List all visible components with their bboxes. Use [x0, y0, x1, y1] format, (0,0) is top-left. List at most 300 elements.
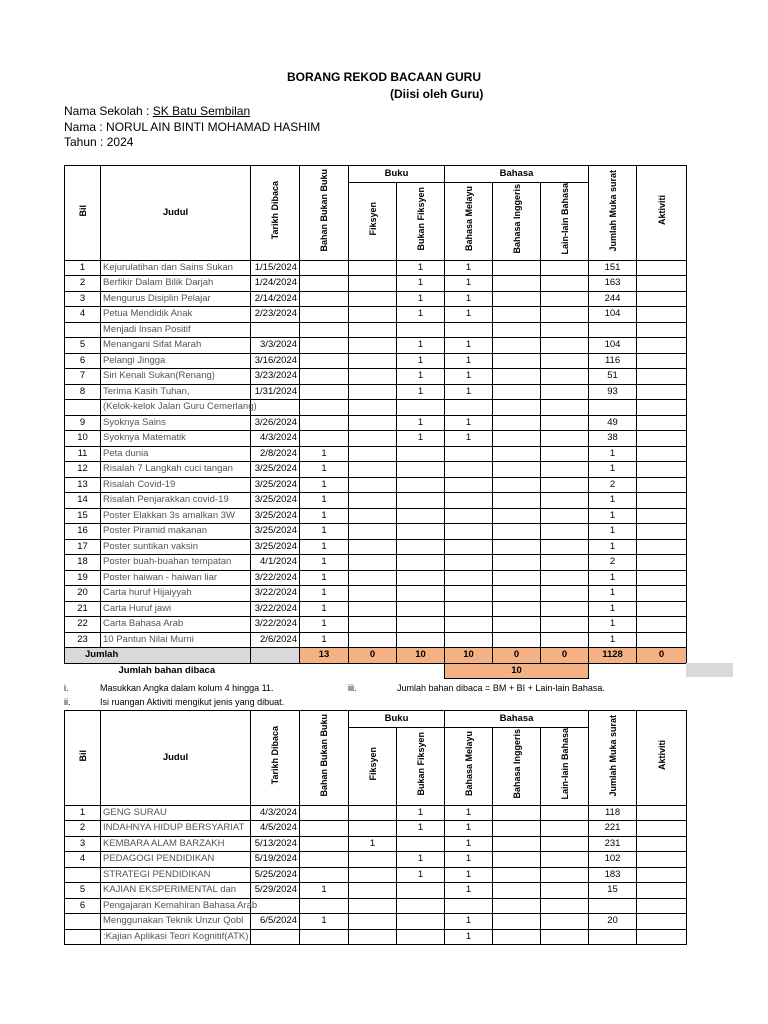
- col-bahasa-inggeris: Bahasa Inggeris: [493, 183, 541, 261]
- row-tarikh: 3/25/2024: [251, 539, 300, 555]
- jumlah-bahan-blank: [589, 663, 687, 679]
- row-judul: Carta Bahasa Arab: [101, 617, 251, 633]
- row-muka-surat: 1: [589, 446, 637, 462]
- row-bukan-fiksyen: [397, 617, 445, 633]
- row-bil: 4: [65, 852, 101, 868]
- row-bahasa-melayu: 1: [445, 260, 493, 276]
- row-bahasa-inggeris: [493, 322, 541, 338]
- row-bahan-bukan-buku: [300, 322, 349, 338]
- row-fiksyen: [349, 805, 397, 821]
- row-tarikh: 4/5/2024: [251, 821, 300, 837]
- row-aktiviti: [637, 431, 687, 447]
- row-fiksyen: [349, 508, 397, 524]
- row-bukan-fiksyen: 1: [397, 852, 445, 868]
- row-lain-bahasa: [541, 291, 589, 307]
- row-judul: STRATEGI PENDIDIKAN: [101, 867, 251, 883]
- row-bahasa-melayu: [445, 898, 493, 914]
- table-row: [65, 276, 687, 292]
- row-bil: 2: [65, 821, 101, 837]
- row-fiksyen: [349, 617, 397, 633]
- row-tarikh: 3/22/2024: [251, 617, 300, 633]
- row-tarikh: 3/25/2024: [251, 462, 300, 478]
- form-title: BORANG REKOD BACAAN GURU: [287, 70, 481, 84]
- row-bil: 14: [65, 493, 101, 509]
- row-fiksyen: [349, 570, 397, 586]
- row-muka-surat: 1: [589, 570, 637, 586]
- row-lain-bahasa: [541, 898, 589, 914]
- row-bahasa-inggeris: [493, 601, 541, 617]
- row-judul: Syoknya Sains: [101, 415, 251, 431]
- row-lain-bahasa: [541, 539, 589, 555]
- row-judul: 10 Pantun Nilai Murni: [101, 632, 251, 648]
- school-value: SK Batu Sembilan: [152, 104, 251, 118]
- row-bahasa-melayu: [445, 524, 493, 540]
- col-fiksyen: Fiksyen: [349, 183, 397, 261]
- col-muka-surat: Jumlah Muka surat: [589, 166, 637, 261]
- row-muka-surat: [589, 322, 637, 338]
- row-bahasa-inggeris: [493, 555, 541, 571]
- row-bahasa-inggeris: [493, 632, 541, 648]
- row-lain-bahasa: [541, 400, 589, 416]
- row-bahasa-melayu: 1: [445, 867, 493, 883]
- col-group-bahasa: Bahasa: [445, 166, 589, 183]
- row-bil: 19: [65, 570, 101, 586]
- row-bahan-bukan-buku: [300, 929, 349, 945]
- row-aktiviti: [637, 415, 687, 431]
- row-tarikh: 6/5/2024: [251, 914, 300, 930]
- row-fiksyen: [349, 462, 397, 478]
- row-lain-bahasa: [541, 852, 589, 868]
- row-tarikh: 5/29/2024: [251, 883, 300, 899]
- row-tarikh: 2/23/2024: [251, 307, 300, 323]
- row-fiksyen: [349, 291, 397, 307]
- row-fiksyen: [349, 353, 397, 369]
- row-bahan-bukan-buku: 1: [300, 883, 349, 899]
- row-aktiviti: [637, 586, 687, 602]
- row-aktiviti: [637, 508, 687, 524]
- row-bahasa-melayu: 1: [445, 852, 493, 868]
- row-bahasa-melayu: 1: [445, 883, 493, 899]
- row-bukan-fiksyen: 1: [397, 805, 445, 821]
- row-tarikh: [251, 400, 300, 416]
- total-bahasa-melayu: 10: [445, 648, 493, 664]
- year-label: Tahun :: [64, 135, 104, 149]
- row-bukan-fiksyen: [397, 446, 445, 462]
- col-tarikh: Tarikh Dibaca: [251, 166, 300, 261]
- row-lain-bahasa: [541, 821, 589, 837]
- row-fiksyen: 1: [349, 836, 397, 852]
- row-bahan-bukan-buku: [300, 805, 349, 821]
- total-bahan-bukan-buku: 13: [300, 648, 349, 664]
- row-tarikh: [251, 898, 300, 914]
- table-row: [65, 617, 687, 633]
- table-2-header: [65, 711, 687, 806]
- row-lain-bahasa: [541, 805, 589, 821]
- row-bahasa-inggeris: [493, 415, 541, 431]
- row-bahasa-inggeris: [493, 338, 541, 354]
- row-bukan-fiksyen: [397, 539, 445, 555]
- row-bukan-fiksyen: 1: [397, 369, 445, 385]
- row-bahan-bukan-buku: 1: [300, 477, 349, 493]
- row-bil: [65, 400, 101, 416]
- row-judul: KAJIAN EKSPERIMENTAL dan: [101, 883, 251, 899]
- table-row: [65, 400, 687, 416]
- row-bahan-bukan-buku: 1: [300, 601, 349, 617]
- note-i-num: i.: [64, 683, 69, 693]
- col-lain-bahasa: Lain-lain Bahasa: [541, 728, 589, 806]
- col-judul: Judul: [101, 711, 251, 806]
- row-bukan-fiksyen: [397, 477, 445, 493]
- table-row: [65, 898, 687, 914]
- row-muka-surat: 102: [589, 852, 637, 868]
- row-bil: 16: [65, 524, 101, 540]
- row-aktiviti: [637, 400, 687, 416]
- total-tarikh-blank: [251, 648, 300, 664]
- row-bahan-bukan-buku: 1: [300, 555, 349, 571]
- row-judul: Poster Piramid makanan: [101, 524, 251, 540]
- row-tarikh: 3/22/2024: [251, 586, 300, 602]
- row-bahan-bukan-buku: [300, 369, 349, 385]
- table-row: [65, 539, 687, 555]
- row-lain-bahasa: [541, 338, 589, 354]
- row-bahasa-melayu: [445, 462, 493, 478]
- row-tarikh: 4/3/2024: [251, 805, 300, 821]
- row-bukan-fiksyen: [397, 929, 445, 945]
- row-bahasa-inggeris: [493, 369, 541, 385]
- row-muka-surat: 15: [589, 883, 637, 899]
- row-bahan-bukan-buku: 1: [300, 570, 349, 586]
- row-tarikh: 5/25/2024: [251, 867, 300, 883]
- total-bahasa-inggeris: 0: [493, 648, 541, 664]
- row-bahasa-inggeris: [493, 353, 541, 369]
- table-row: [65, 322, 687, 338]
- row-bahasa-inggeris: [493, 539, 541, 555]
- row-muka-surat: 231: [589, 836, 637, 852]
- col-bahasa-melayu: Bahasa Melayu: [445, 728, 493, 806]
- col-tarikh: Tarikh Dibaca: [251, 711, 300, 806]
- row-muka-surat: 104: [589, 307, 637, 323]
- name-value: NORUL AIN BINTI MOHAMAD HASHIM: [106, 120, 321, 134]
- row-judul: KEMBARA ALAM BARZAKH: [101, 836, 251, 852]
- row-bukan-fiksyen: [397, 898, 445, 914]
- total-row: [65, 648, 687, 664]
- row-bahasa-inggeris: [493, 508, 541, 524]
- row-fiksyen: [349, 446, 397, 462]
- row-bahasa-melayu: 1: [445, 821, 493, 837]
- row-bahasa-melayu: 1: [445, 338, 493, 354]
- row-fiksyen: [349, 867, 397, 883]
- row-bahasa-inggeris: [493, 400, 541, 416]
- table-row: [65, 415, 687, 431]
- row-tarikh: 1/24/2024: [251, 276, 300, 292]
- row-bukan-fiksyen: [397, 570, 445, 586]
- row-lain-bahasa: [541, 929, 589, 945]
- row-bil: 5: [65, 883, 101, 899]
- row-bahan-bukan-buku: 1: [300, 914, 349, 930]
- row-fiksyen: [349, 322, 397, 338]
- row-bukan-fiksyen: [397, 836, 445, 852]
- row-bahasa-melayu: [445, 508, 493, 524]
- row-bahasa-inggeris: [493, 493, 541, 509]
- row-bahan-bukan-buku: 1: [300, 446, 349, 462]
- table-row: [65, 586, 687, 602]
- row-bil: 22: [65, 617, 101, 633]
- col-muka-surat: Jumlah Muka surat: [589, 711, 637, 806]
- row-bahasa-melayu: [445, 493, 493, 509]
- row-bahasa-melayu: 1: [445, 291, 493, 307]
- row-fiksyen: [349, 384, 397, 400]
- row-bil: 6: [65, 898, 101, 914]
- row-judul: Syoknya Matematik: [101, 431, 251, 447]
- row-fiksyen: [349, 883, 397, 899]
- row-bil: 15: [65, 508, 101, 524]
- row-bahan-bukan-buku: [300, 260, 349, 276]
- row-bahasa-melayu: [445, 477, 493, 493]
- row-bil: 10: [65, 431, 101, 447]
- row-muka-surat: 104: [589, 338, 637, 354]
- col-bahasa-melayu: Bahasa Melayu: [445, 183, 493, 261]
- year-value: 2024: [106, 135, 134, 149]
- table-row: [65, 431, 687, 447]
- row-fiksyen: [349, 431, 397, 447]
- row-bahan-bukan-buku: 1: [300, 539, 349, 555]
- row-bukan-fiksyen: [397, 883, 445, 899]
- row-bahan-bukan-buku: [300, 836, 349, 852]
- row-aktiviti: [637, 914, 687, 930]
- row-bahasa-inggeris: [493, 307, 541, 323]
- reading-table-2: [64, 710, 687, 945]
- row-lain-bahasa: [541, 555, 589, 571]
- row-bahasa-inggeris: [493, 821, 541, 837]
- table-1-totals: [65, 648, 687, 679]
- row-fiksyen: [349, 914, 397, 930]
- jumlah-bahan-label: Jumlah bahan dibaca: [65, 663, 445, 679]
- row-aktiviti: [637, 477, 687, 493]
- row-bahasa-melayu: [445, 601, 493, 617]
- row-fiksyen: [349, 400, 397, 416]
- row-lain-bahasa: [541, 322, 589, 338]
- row-fiksyen: [349, 555, 397, 571]
- row-bahan-bukan-buku: 1: [300, 462, 349, 478]
- table-row: [65, 291, 687, 307]
- row-muka-surat: 183: [589, 867, 637, 883]
- row-tarikh: 1/31/2024: [251, 384, 300, 400]
- row-judul: GENG SURAU: [101, 805, 251, 821]
- row-bahasa-melayu: 1: [445, 384, 493, 400]
- note-ii-text: Isi ruangan Aktiviti mengikut jenis yang dibuat.: [100, 697, 285, 707]
- row-bahan-bukan-buku: [300, 353, 349, 369]
- row-bahasa-melayu: [445, 539, 493, 555]
- row-bahasa-melayu: 1: [445, 307, 493, 323]
- col-fiksyen: Fiksyen: [349, 728, 397, 806]
- row-bahan-bukan-buku: [300, 867, 349, 883]
- school-line: [64, 104, 250, 118]
- row-judul: INDAHNYA HIDUP BERSYARIAT: [101, 821, 251, 837]
- total-muka-surat: 1128: [589, 648, 637, 664]
- row-muka-surat: [589, 898, 637, 914]
- row-tarikh: 1/15/2024: [251, 260, 300, 276]
- row-tarikh: 3/25/2024: [251, 508, 300, 524]
- row-bahasa-inggeris: [493, 276, 541, 292]
- row-judul: Poster suntikan vaksin: [101, 539, 251, 555]
- row-bahasa-inggeris: [493, 617, 541, 633]
- row-judul: Kejurulatihan dan Sains Sukan: [101, 260, 251, 276]
- row-fiksyen: [349, 415, 397, 431]
- row-bukan-fiksyen: 1: [397, 867, 445, 883]
- row-tarikh: 3/3/2024: [251, 338, 300, 354]
- row-fiksyen: [349, 307, 397, 323]
- row-fiksyen: [349, 493, 397, 509]
- row-judul: Petua Mendidik Anak: [101, 307, 251, 323]
- table-row: [65, 384, 687, 400]
- row-aktiviti: [637, 601, 687, 617]
- row-bil: [65, 914, 101, 930]
- row-judul: Risalah Penjarakkan covid-19: [101, 493, 251, 509]
- row-tarikh: 4/1/2024: [251, 555, 300, 571]
- row-bahasa-melayu: [445, 586, 493, 602]
- row-lain-bahasa: [541, 586, 589, 602]
- row-aktiviti: [637, 524, 687, 540]
- row-bahan-bukan-buku: 1: [300, 617, 349, 633]
- row-muka-surat: 1: [589, 524, 637, 540]
- row-tarikh: 3/25/2024: [251, 493, 300, 509]
- row-muka-surat: 1: [589, 539, 637, 555]
- row-bukan-fiksyen: [397, 322, 445, 338]
- table-row: [65, 369, 687, 385]
- row-bil: [65, 929, 101, 945]
- row-bahasa-melayu: 1: [445, 836, 493, 852]
- row-muka-surat: 2: [589, 477, 637, 493]
- row-judul: :Kajian Aplikasi Teori Kognitif(ATK): [101, 929, 251, 945]
- row-bahasa-inggeris: [493, 929, 541, 945]
- row-tarikh: 3/25/2024: [251, 477, 300, 493]
- row-bahasa-inggeris: [493, 914, 541, 930]
- row-judul: Poster buah-buahan tempatan: [101, 555, 251, 571]
- row-muka-surat: 116: [589, 353, 637, 369]
- row-aktiviti: [637, 867, 687, 883]
- row-aktiviti: [637, 307, 687, 323]
- row-bil: 12: [65, 462, 101, 478]
- row-judul: Menangani Sifat Marah: [101, 338, 251, 354]
- row-fiksyen: [349, 898, 397, 914]
- row-bil: 9: [65, 415, 101, 431]
- row-bahasa-melayu: [445, 632, 493, 648]
- row-bukan-fiksyen: 1: [397, 276, 445, 292]
- table-row: [65, 524, 687, 540]
- year-line: [64, 135, 133, 149]
- row-muka-surat: [589, 400, 637, 416]
- row-lain-bahasa: [541, 867, 589, 883]
- row-bil: 3: [65, 836, 101, 852]
- row-bahasa-melayu: 1: [445, 929, 493, 945]
- row-bahasa-melayu: 1: [445, 415, 493, 431]
- row-bahan-bukan-buku: [300, 338, 349, 354]
- row-muka-surat: 2: [589, 555, 637, 571]
- row-judul: Pelangi Jingga: [101, 353, 251, 369]
- row-aktiviti: [637, 929, 687, 945]
- col-bil: Bil: [65, 711, 101, 806]
- row-judul: Carta Huruf jawi: [101, 601, 251, 617]
- row-judul: Risalah 7 Langkah cuci tangan: [101, 462, 251, 478]
- col-bahasa-inggeris: Bahasa Inggeris: [493, 728, 541, 806]
- col-judul: Judul: [101, 166, 251, 261]
- row-bahasa-inggeris: [493, 867, 541, 883]
- row-bukan-fiksyen: 1: [397, 260, 445, 276]
- table-row: [65, 929, 687, 945]
- row-judul: Siri Kenali Sukan(Renang): [101, 369, 251, 385]
- row-bahasa-melayu: 1: [445, 805, 493, 821]
- row-fiksyen: [349, 369, 397, 385]
- row-tarikh: [251, 322, 300, 338]
- school-label: Nama Sekolah :: [64, 104, 150, 118]
- row-muka-surat: 49: [589, 415, 637, 431]
- row-aktiviti: [637, 446, 687, 462]
- row-bukan-fiksyen: 1: [397, 431, 445, 447]
- row-aktiviti: [637, 322, 687, 338]
- row-bahasa-inggeris: [493, 384, 541, 400]
- row-bil: 4: [65, 307, 101, 323]
- row-bil: 6: [65, 353, 101, 369]
- row-fiksyen: [349, 539, 397, 555]
- row-aktiviti: [637, 898, 687, 914]
- row-bukan-fiksyen: 1: [397, 291, 445, 307]
- jumlah-bahan-row: [65, 663, 687, 679]
- row-muka-surat: 221: [589, 821, 637, 837]
- row-fiksyen: [349, 601, 397, 617]
- row-aktiviti: [637, 805, 687, 821]
- row-bukan-fiksyen: [397, 601, 445, 617]
- row-bil: [65, 867, 101, 883]
- row-fiksyen: [349, 524, 397, 540]
- row-judul: (Kelok-kelok Jalan Guru Cemerlang): [101, 400, 251, 416]
- row-aktiviti: [637, 369, 687, 385]
- row-aktiviti: [637, 462, 687, 478]
- row-lain-bahasa: [541, 632, 589, 648]
- col-bahan-bukan-buku: Bahan Bukan Buku: [300, 711, 349, 806]
- row-bukan-fiksyen: [397, 400, 445, 416]
- row-muka-surat: 1: [589, 617, 637, 633]
- row-bahasa-inggeris: [493, 524, 541, 540]
- row-lain-bahasa: [541, 260, 589, 276]
- row-tarikh: 2/6/2024: [251, 632, 300, 648]
- col-aktiviti: Aktiviti: [637, 166, 687, 261]
- total-lain-bahasa: 0: [541, 648, 589, 664]
- row-muka-surat: 1: [589, 493, 637, 509]
- row-bahan-bukan-buku: [300, 431, 349, 447]
- row-fiksyen: [349, 632, 397, 648]
- table-row: [65, 914, 687, 930]
- table-2-body: [65, 805, 687, 945]
- row-aktiviti: [637, 384, 687, 400]
- row-aktiviti: [637, 617, 687, 633]
- row-bahasa-inggeris: [493, 260, 541, 276]
- row-lain-bahasa: [541, 462, 589, 478]
- row-bahasa-melayu: 1: [445, 353, 493, 369]
- note-ii-num: ii.: [64, 697, 71, 707]
- row-bukan-fiksyen: [397, 508, 445, 524]
- row-judul: Pengajaran Kemahiran Bahasa Arab: [101, 898, 251, 914]
- row-bil: 2: [65, 276, 101, 292]
- total-aktiviti: 0: [637, 648, 687, 664]
- row-bil: 5: [65, 338, 101, 354]
- row-bukan-fiksyen: [397, 914, 445, 930]
- row-muka-surat: 1: [589, 586, 637, 602]
- row-muka-surat: 93: [589, 384, 637, 400]
- row-judul: Menjadi Insan Positif: [101, 322, 251, 338]
- row-bukan-fiksyen: 1: [397, 384, 445, 400]
- table-row: [65, 883, 687, 899]
- row-bahasa-inggeris: [493, 462, 541, 478]
